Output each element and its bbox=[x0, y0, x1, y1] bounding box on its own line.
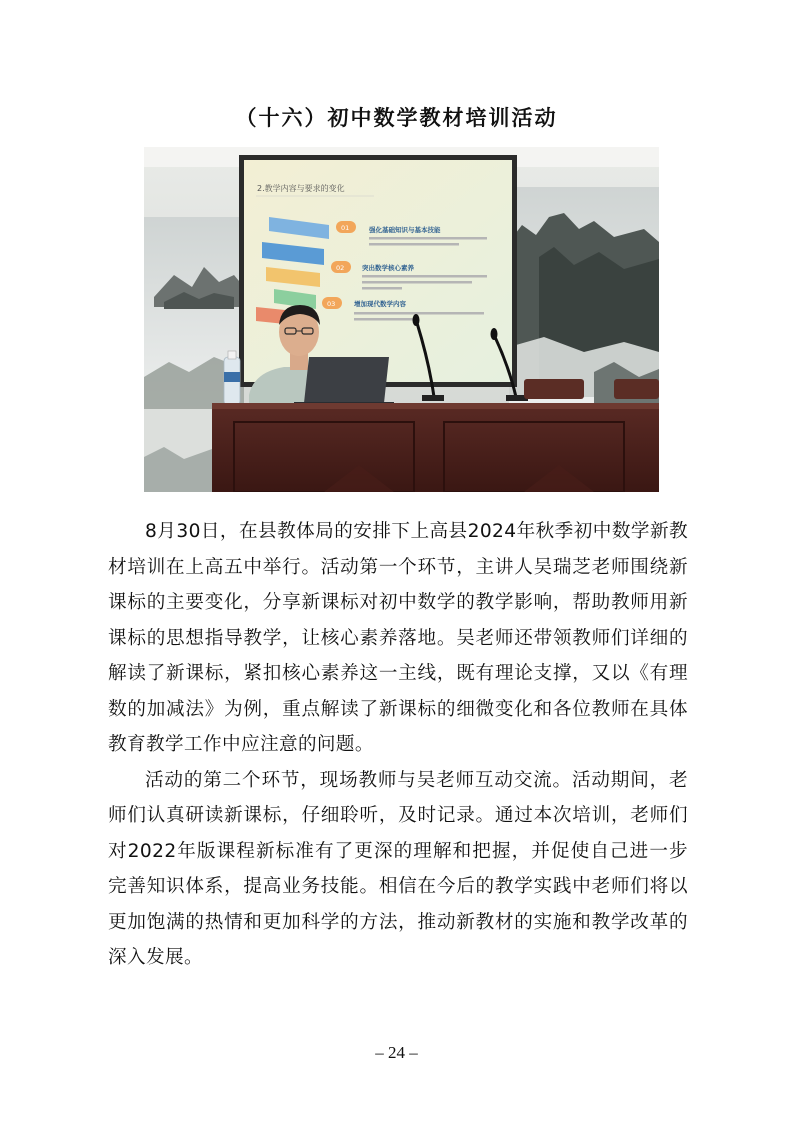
article-body bbox=[108, 514, 688, 976]
slide-item-3-num: 03 bbox=[327, 300, 336, 308]
paragraph-1: 8月30日，在县教体局的安排下上高县2024年秋季初中数学新教材培训在上高五中举行。活动第一个环节，主讲人吴瑞芝老师围绕新课标的主要变化，分享新课标对初中数学的教学影响，帮助教师用新课标的思想指导教学，让核心素养落地。吴老师还带领教师们详细的解读了新课标，紧扣核心素养这一主线，既有理论支撑，又以《有理数的加减法》为例，重点解读了新课标的细微变化和各位教师在具体教育教学工作中应注意的问题。 bbox=[108, 521, 688, 755]
training-photo bbox=[144, 147, 659, 492]
paragraph-2: 活动的第二个环节，现场教师与吴老师互动交流。活动期间，老师们认真研读新课标，仔细聆听，及时记录。通过本次培训，老师们对2022年版课程新标准有了更深的理解和把握，并促使自己进一步完善知识体系，提高业务技能。相信在今后的教学实践中老师们将以更加饱满的热情和更加科学的方法，推动新教材的实施和教学改革的深入发展。 bbox=[108, 769, 688, 968]
water-bottle bbox=[224, 351, 240, 405]
page-number: – 24 – bbox=[375, 1043, 418, 1062]
slide-item-1-label: 强化基础知识与基本技能 bbox=[369, 226, 441, 234]
section-title: （十六）初中数学教材培训活动 bbox=[235, 105, 558, 130]
podium-desk bbox=[212, 403, 659, 492]
photo-scene bbox=[144, 147, 659, 492]
laptop bbox=[294, 357, 394, 407]
slide-item-2-num: 02 bbox=[336, 264, 345, 272]
slide-item-2-label: 突出数学核心素养 bbox=[362, 264, 414, 272]
slide-item-3-label: 增加现代数学内容 bbox=[354, 300, 406, 308]
slide-item-1-num: 01 bbox=[341, 224, 350, 232]
slide-heading: 2.教学内容与要求的变化 bbox=[257, 184, 345, 193]
